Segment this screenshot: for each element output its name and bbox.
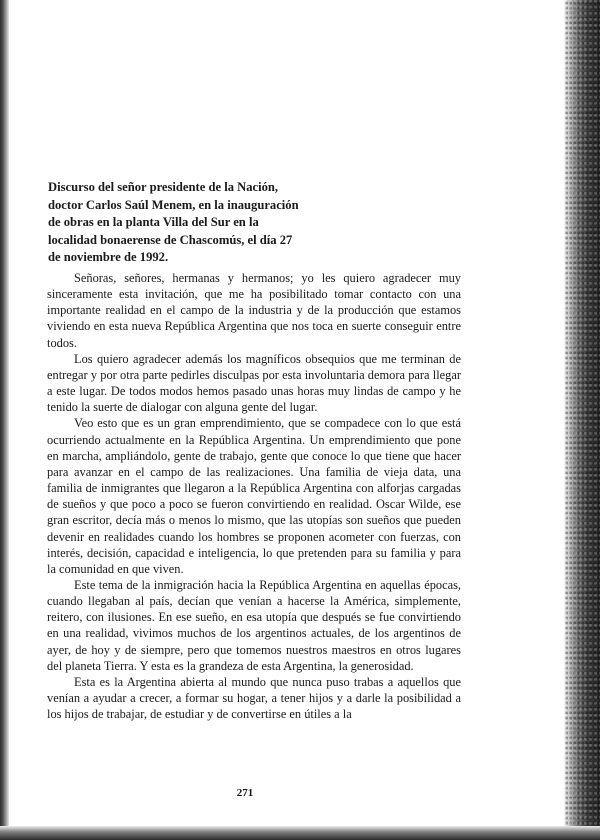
paragraph-5: Esta es la Argentina abierta al mundo que nunca puso trabas a aquellos que venían a ayudar a crecer, a formar su hogar, a tener hijos y a darle la posibilidad a los hijos de trabajar, de estudiar y de convertirse en útiles a la [47, 674, 461, 722]
scan-shadow-right [564, 0, 600, 840]
paragraph-4: Este tema de la inmigración hacia la República Argentina en aquellas épocas, cuando llegaban al país, decían que venían a hacerse la América, simplemente, reitero, con ilusiones. En ese sueño, en esa utopía que después se fue convirtiendo en una realidad, vivimos muchos de los argentinos actuales, de los argentinos de ayer, de hoy y de siempre, pero que tomemos nuestros maestros en otros lugares del planeta Tierra. Y esta es la grandeza de esta Argentina, la generosidad. [47, 577, 461, 673]
page-number: 271 [236, 787, 254, 799]
scan-shadow-bottom [0, 826, 600, 840]
speech-body [47, 270, 461, 722]
scan-shadow-left [0, 0, 9, 840]
speech-heading: Discurso del señor presidente de la Nación, doctor Carlos Saúl Menem, en la inauguración de obras en la planta Villa del Sur en la localidad bonaerense de Chascomús, el día 27 de noviembre de 1992. [48, 180, 299, 264]
paragraph-2: Los quiero agradecer además los magníficos obsequios que me terminan de entregar y por otra parte pedirles disculpas por esta involuntaria demora para llegar a este lugar. De todos modos hemos pasado unas horas muy lindas de campo y he tenido la suerte de dialogar con alguna gente del lugar. [47, 351, 461, 415]
paragraph-1: Señoras, señores, hermanas y hermanos; yo les quiero agradecer muy sinceramente esta invitación, que me ha posibilitado tomar contacto con una importante realidad en el campo de la industria y de la producción que estamos viviendo en esta nueva República Argentina que nos toca en suerte conseguir entre todos. [47, 271, 461, 350]
paragraph-3: Veo esto que es un gran emprendimiento, que se compadece con lo que está ocurriendo actualmente en la República Argentina. Un emprendimiento que pone en marcha, ampliándolo, gente de trabajo, gente que conoce lo que tiene que hacer para avanzar en el campo de las realizaciones. Una familia de vieja data, una familia de inmigrantes que llegaron a la República Argentina con alforjas cargadas de sueños y que poco a poco se fueron convirtiendo en realidad. Oscar Wilde, ese gran escritor, decía más o menos lo mismo, que las utopías son sueños que pueden devenir en realidades cuando los hombres se proponen acometer con fuerzas, con interés, decisión, capacidad e inteligencia, lo que pretenden para su familia y para la comunidad en que viven. [47, 416, 461, 576]
